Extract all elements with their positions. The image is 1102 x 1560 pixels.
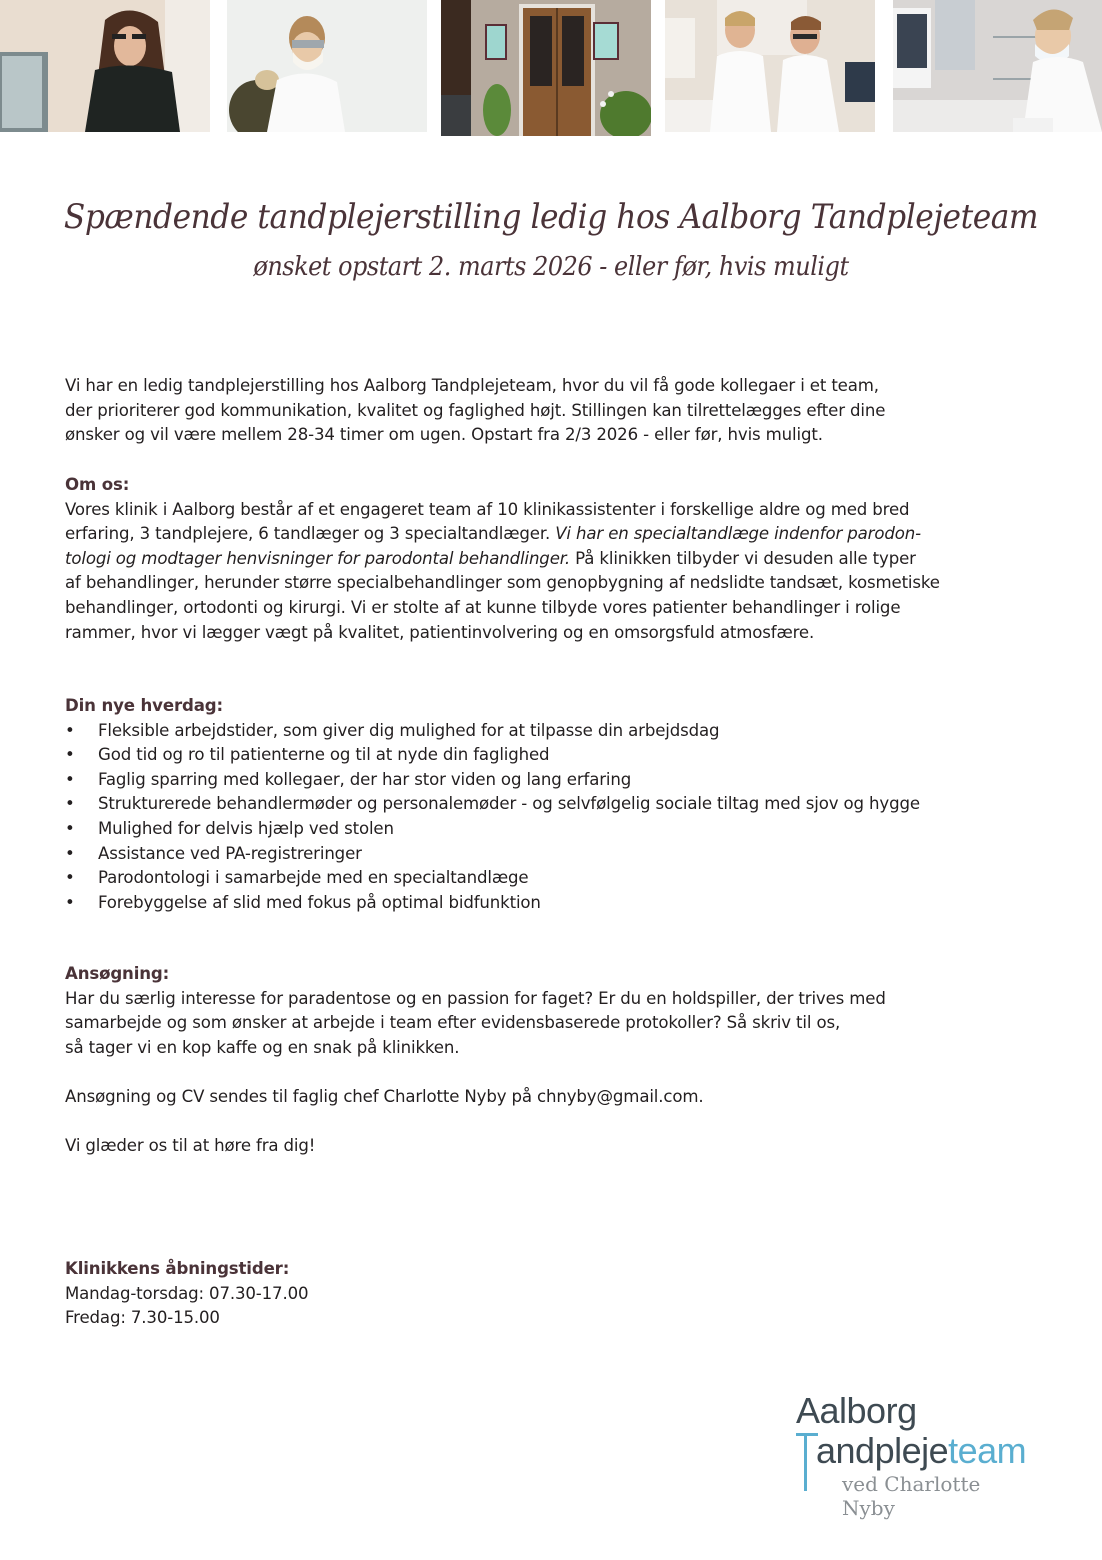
about-line: rammer, hvor vi lægger vægt på kvalitet, patientinvolvering og en omsorgsfuld atmosfære. [65,622,815,642]
application-line: Har du særlig interesse for paradentose og en passion for faget? Er du en holdspiller, der trives med [65,988,886,1008]
list-item: • Parodontologi i samarbejde med en specialtandlæge [65,866,1045,891]
photo-strip [0,0,1102,136]
everyday-list [65,719,1045,916]
list-item: • Forebyggelse af slid med fokus på optimal bidfunktion [65,891,1045,916]
everyday-heading: Din nye hverdag: [65,696,223,715]
list-item: • Assistance ved PA-registreringer [65,842,1045,867]
about-line: Vores klinik i Aalborg består af et engageret team af 10 klinikassistenter i forskellige aldre og med bred [65,499,910,519]
hours-section [65,1257,1045,1331]
list-item: • Faglig sparring med kollegaer, der har stor viden og lang erfaring [65,768,1045,793]
spacer [65,1060,1045,1085]
intro-line: der prioriterer god kommunikation, kvalitet og faglighed højt. Stillingen kan tilrettelægges efter dine [65,400,886,420]
closing-line: Vi glæder os til at høre fra dig! [65,1136,316,1156]
photo-receptionist [0,0,210,132]
logo-line-owner: ved Charlotte Nyby [842,1472,981,1520]
about-line [65,547,1045,572]
about-italic-text: Vi har en specialtandlæge indenfor parodon- [555,524,921,544]
about-italic-text: tologi og modtager henvisninger for parodontal behandlinger. [65,548,571,568]
everyday-section [65,694,1045,915]
about-line: af behandlinger, herunder større specialbehandlinger som genopbygning af nedslidte tandsæt, kosmetiske [65,573,940,593]
intro-line: Vi har en ledig tandplejerstilling hos Aalborg Tandplejeteam, hvor du vil få gode kollegaer i et team, [65,376,879,395]
photo-hygienist-mask [227,0,427,132]
hours-line: Fredag: 7.30-15.00 [65,1308,220,1328]
intro-line: ønsker og vil være mellem 28-34 timer om ugen. Opstart fra 2/3 2026 - eller før, hvis muligt. [65,425,823,445]
hours-line: Mandag-torsdag: 07.30-17.00 [65,1283,309,1303]
about-text: erfaring, 3 tandplejere, 6 tandlæger og 3 specialtandlæger. [65,524,556,544]
logo-text-andpleje: andpleje [816,1430,949,1471]
logo-t-stem [804,1433,807,1491]
spacer [65,1110,1045,1135]
application-line: så tager vi en kop kaffe og en snak på klinikken. [65,1037,460,1057]
list-item: • Fleksible arbejdstider, som giver dig mulighed for at tilpasse din arbejdsdag [65,719,1045,744]
application-heading: Ansøgning: [65,964,170,983]
list-item: • Strukturerede behandlermøder og personalemøder - og selvfølgelig sociale tiltag med sjov og hygge [65,792,1045,817]
intro-paragraph [65,374,1045,448]
application-line: samarbejde og som ønsker at arbejde i team efter evidensbaserede protokoller? Så skriv til os, [65,1013,841,1033]
application-section [65,962,1045,1159]
logo-line-tandplejeteam [816,1430,1026,1472]
about-heading: Om os: [65,475,130,494]
contact-suffix: . [698,1086,704,1106]
photo-treatment [893,0,1102,132]
about-line: behandlinger, ortodonti og kirurgi. Vi er stolte af at kunne tilbyde vores patienter behandlinger i rolige [65,597,901,617]
photo-two-staff [665,0,875,132]
list-item: • God tid og ro til patienterne og til at nyde din faglighed [65,743,1045,768]
photo-clinic-entrance [441,0,651,136]
about-line [65,522,1045,547]
page-title: Spændende tandplejerstilling ledig hos Aalborg Tandplejeteam [63,197,1039,237]
logo-text-team: team [948,1430,1027,1471]
about-section [65,473,1045,645]
list-item: • Mulighed for delvis hjælp ved stolen [65,817,1045,842]
contact-line [65,1085,1045,1110]
hours-heading: Klinikkens åbningstider: [65,1259,290,1278]
email-link[interactable]: chnyby@gmail.com [537,1086,699,1106]
logo-line-aalborg: Aalborg [796,1390,917,1431]
page-subtitle: ønsket opstart 2. marts 2026 - eller før, hvis muligt [253,252,849,282]
logo-t-bar [796,1433,818,1436]
about-text: På klinikken tilbyder vi desuden alle typer [570,548,916,568]
contact-text: Ansøgning og CV sendes til faglig chef Charlotte Nyby på [65,1086,538,1106]
clinic-logo [796,1390,1036,1520]
